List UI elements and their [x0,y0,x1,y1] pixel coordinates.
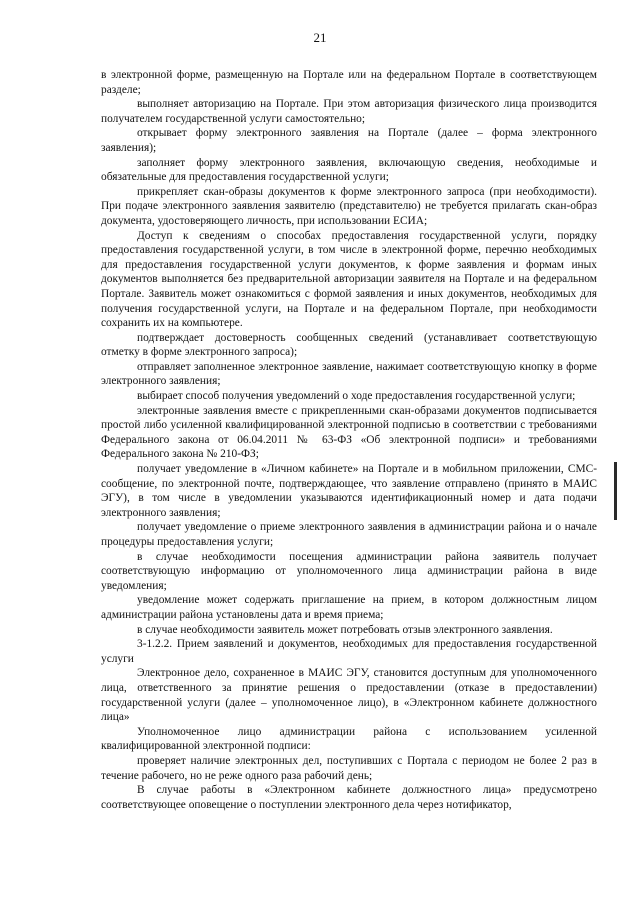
paragraph-15: в случае необходимости заявитель может потребовать отзыв электронного заявления. [137,623,553,636]
paragraph-10: электронные заявления вместе с прикрепленными скан-образами документов подписывается простой либо усиленной квалифицированной электронной подписью в соответствии с требованиями Федерального закона от 06.04.2011 № 63-ФЗ «Об электронной подписи» и требованиями Федерального закона № 210-ФЗ; [101,404,597,461]
scan-margin-mark [614,462,617,520]
paragraph-20: В случае работы в «Электронном кабинете должностного лица» предусмотрено соответствующее оповещение о поступлении электронного дела через нотификатор, [101,784,597,811]
page-number: 21 [313,30,327,45]
paragraph-17: Электронное дело, сохраненное в МАИС ЭГУ, становится доступным для уполномоченного лица, ответственного за принятие решения о предоставлении (отказе в предоставлении) государственной услуги (далее – уполномоченное лицо), в «Электронном кабинете должностного лица» [101,667,597,724]
section-heading: 3-1.2.2. Прием заявлений и документов, необходимых для предоставления государственной услуги [101,638,597,665]
paragraph-11: получает уведомление в «Личном кабинете» на Портале и в мобильном приложении, СМС-сообщение, по электронной почте, подтверждающее, что заявление отправлено (принято в МАИС ЭГУ), в том числе в уведомлении указываются идентификационный номер и дата подачи электронного заявления; [101,463,597,519]
paragraph-6: Доступ к сведениям о способах предоставления государственной услуги, порядку предоставления государственной услуги, в том числе в электронной форме, перечню необходимых для предоставления государственной услуги документов, к форме заявления и формам иных документов выполняется без предварительной авторизации заявителя на Портале и на федеральном Портале. Заявитель может ознакомиться с формой заявления и иных документов, необходимых для получения государственной услуги, на Портале и на федеральном Портале, при необходимости сохранить их на компьютере. [101,229,597,330]
paragraph-5: прикрепляет скан-образы документов к форме электронного запроса (при необходимости). При подаче электронного заявления заявителю (представителю) не требуется прилагать скан-образ документа, удостоверяющего личность, при использовании ЕСИА; [101,185,597,227]
paragraph-2: выполняет авторизацию на Портале. При этом авторизация физического лица производится получателем государственной услуги самостоятельно; [101,98,597,125]
paragraph-19: проверяет наличие электронных дел, поступивших с Портала с периодом не более 2 раз в течение рабочего, но не реже одного раза рабочий день; [101,754,597,782]
paragraph-1: в электронной форме, размещенную на Портале или на федеральном Портале в соответствующем разделе; [101,69,597,96]
paragraph-18: Уполномоченное лицо администрации района с использованием усиленной квалифицированной электронной подписи: [101,725,597,753]
paragraph-8: отправляет заполненное электронное заявление, нажимает соответствующую кнопку в форме электронного заявления; [101,360,597,388]
paragraph-9: выбирает способ получения уведомлений о ходе предоставления государственной услуги; [137,390,576,403]
paragraph-14: уведомление может содержать приглашение на прием, в котором должностным лицом администрации района установлены дата и время приема; [101,594,597,621]
document-body [101,68,597,812]
paragraph-12: получает уведомление о приеме электронного заявления в администрации района и о начале процедуры предоставления услуги; [101,521,597,548]
paragraph-7: подтверждает достоверность сообщенных сведений (устанавливает соответствующую отметку в форме электронного запроса); [101,331,597,359]
paragraph-3: открывает форму электронного заявления на Портале (далее – форма электронного заявления); [101,127,597,154]
paragraph-13: в случае необходимости посещения администрации района заявитель получает соответствующую информацию от уполномоченного лица администрации района в виде уведомления; [101,550,597,592]
paragraph-4: заполняет форму электронного заявления, включающую сведения, необходимые и обязательные для предоставления государственной услуги; [101,156,597,184]
